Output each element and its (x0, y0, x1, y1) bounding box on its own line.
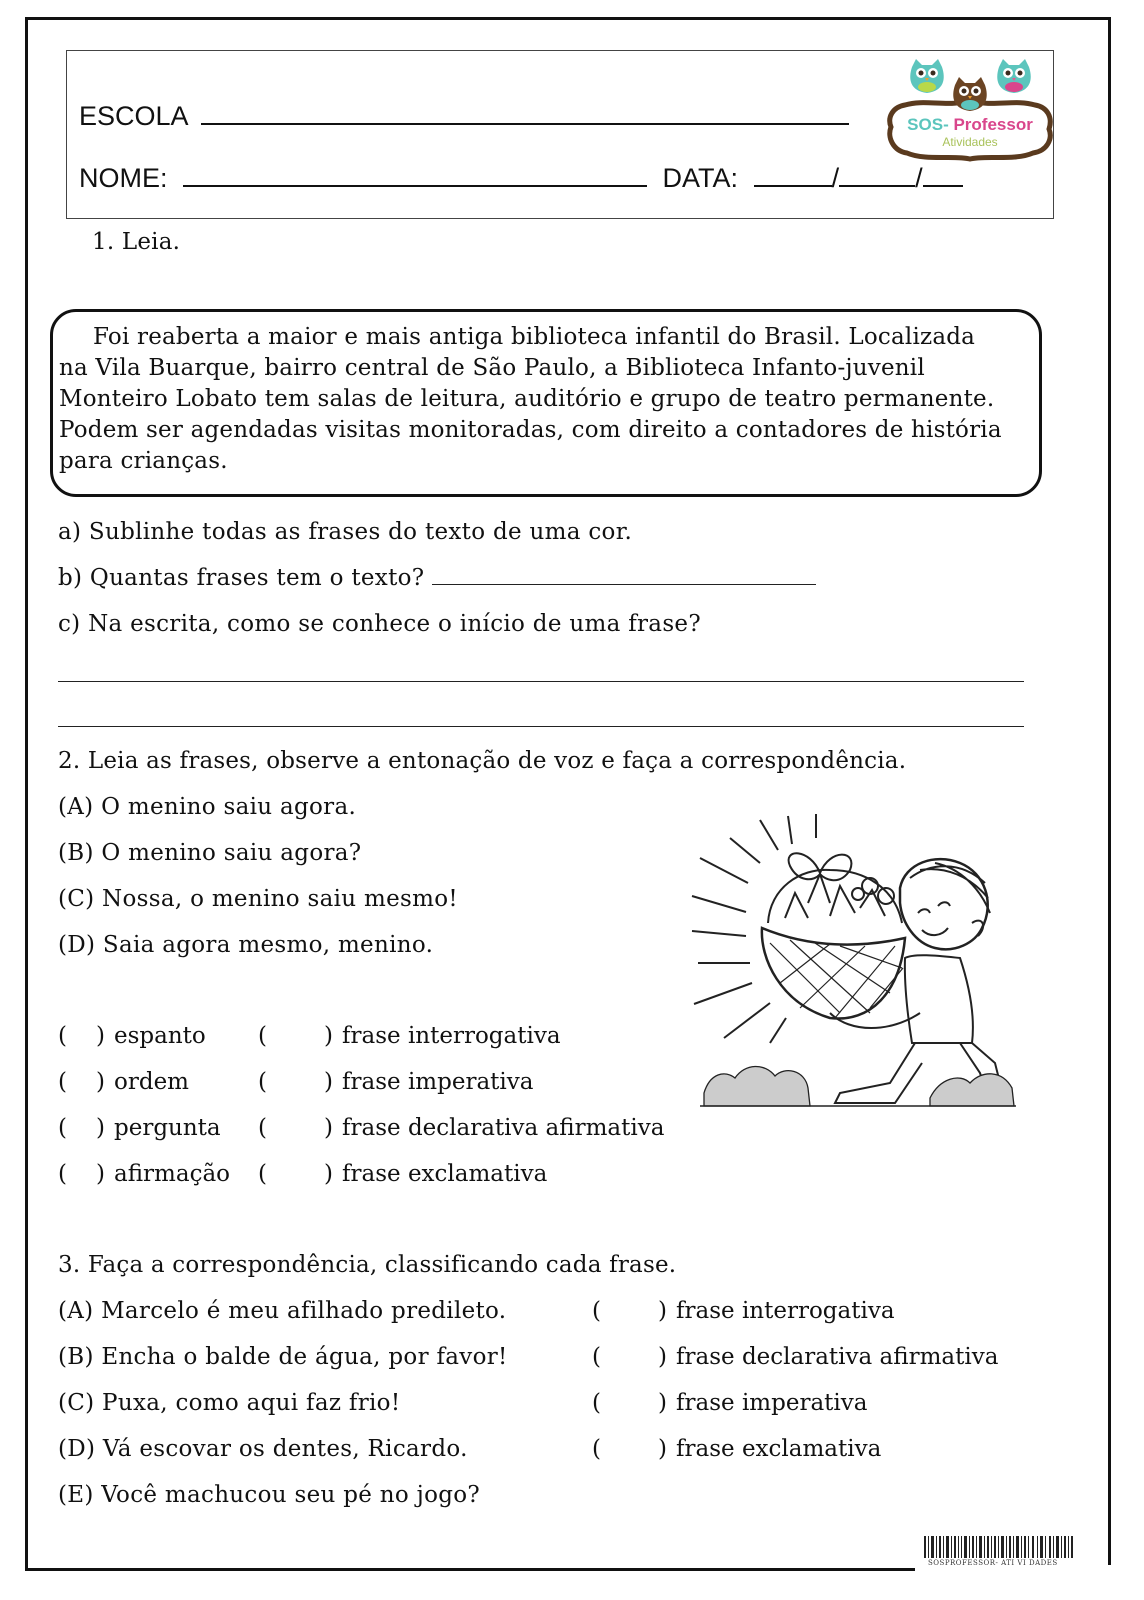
logo-title: SOS- Professor (907, 115, 1033, 134)
left-option: afirmação (114, 1161, 231, 1187)
reading-text-box (50, 309, 1042, 497)
close-paren: ) (96, 1069, 105, 1095)
sos-professor-logo (885, 55, 1055, 163)
close-paren: ) (324, 1161, 333, 1187)
open-paren[interactable]: ( (258, 1161, 267, 1187)
q3-sentence-d: (D) Vá escovar os dentes, Ricardo. (58, 1436, 468, 1462)
boy-basket-drawing-icon (690, 808, 1016, 1108)
open-paren[interactable]: ( (58, 1023, 67, 1049)
q2-sentence-a: (A) O menino saiu agora. (58, 794, 357, 820)
right-option: frase declarativa afirmativa (342, 1115, 665, 1141)
data-label: DATA: (662, 163, 739, 193)
reading-line: Foi reaberta a maior e mais antiga biblioteca infantil do Brasil. Localizada (93, 324, 976, 350)
q1-c-answer-line-1[interactable] (58, 680, 1024, 682)
right-option: frase exclamativa (342, 1161, 548, 1187)
q3-option: frase exclamativa (676, 1436, 882, 1462)
q3-sentence-b: (B) Encha o balde de água, por favor! (58, 1344, 508, 1370)
q2-match-row (58, 1161, 698, 1191)
reading-line: para crianças. (59, 448, 228, 474)
close-paren: ) (658, 1344, 667, 1370)
q3-option: frase imperativa (676, 1390, 868, 1416)
q2-match-row (58, 1023, 698, 1053)
q2-match-row (58, 1069, 698, 1099)
q1-item-b (58, 565, 816, 591)
logo-subtitle: Atividades (942, 135, 998, 149)
q1-item-c: c) Na escrita, como se conhece o início de uma frase? (58, 611, 701, 637)
q3-sentence-c: (C) Puxa, como aqui faz frio! (58, 1390, 401, 1416)
close-paren: ) (658, 1298, 667, 1324)
q2-sentence-b: (B) O menino saiu agora? (58, 840, 362, 866)
date-separator: / (831, 163, 840, 193)
open-paren[interactable]: ( (258, 1069, 267, 1095)
close-paren: ) (96, 1161, 105, 1187)
q3-option: frase interrogativa (676, 1298, 895, 1324)
date-year-field[interactable] (923, 165, 963, 187)
right-option: frase imperativa (342, 1069, 534, 1095)
nome-field[interactable] (183, 165, 647, 187)
close-paren: ) (658, 1390, 667, 1416)
date-month-field[interactable] (839, 165, 915, 187)
close-paren: ) (658, 1436, 667, 1462)
open-paren[interactable]: ( (58, 1069, 67, 1095)
q3-sentence-e: (E) Você machucou seu pé no jogo? (58, 1482, 481, 1508)
left-option: pergunta (114, 1115, 221, 1141)
q3-option-row (592, 1298, 1032, 1328)
close-paren: ) (96, 1023, 105, 1049)
nome-label: NOME: (79, 163, 168, 193)
q3-option-row (592, 1436, 1032, 1466)
q3-sentence-a: (A) Marcelo é meu afilhado predileto. (58, 1298, 507, 1324)
close-paren: ) (96, 1115, 105, 1141)
q1-heading: 1. Leia. (92, 229, 181, 255)
open-paren[interactable]: ( (58, 1161, 67, 1187)
date-separator: / (915, 163, 923, 193)
q1-c-answer-line-2[interactable] (58, 725, 1024, 727)
reading-line: na Vila Buarque, bairro central de São Paulo, a Biblioteca Infanto-juvenil (59, 355, 925, 381)
escola-field[interactable] (201, 103, 849, 125)
q3-option: frase declarativa afirmativa (676, 1344, 999, 1370)
q1-item-a: a) Sublinhe todas as frases do texto de uma cor. (58, 519, 633, 545)
right-option: frase interrogativa (342, 1023, 561, 1049)
q1-b-answer-field[interactable] (432, 567, 816, 585)
open-paren[interactable]: ( (592, 1390, 601, 1416)
boy-with-basket-illustration (690, 808, 1016, 1108)
reading-line: Monteiro Lobato tem salas de leitura, auditório e grupo de teatro permanente. (59, 386, 995, 412)
open-paren[interactable]: ( (592, 1436, 601, 1462)
reading-line: Podem ser agendadas visitas monitoradas, com direito a contadores de história (59, 417, 1002, 443)
q2-heading: 2. Leia as frases, observe a entonação de voz e faça a correspondência. (58, 748, 907, 774)
date-day-field[interactable] (754, 165, 832, 187)
open-paren[interactable]: ( (58, 1115, 67, 1141)
left-option: ordem (114, 1069, 189, 1095)
close-paren: ) (324, 1023, 333, 1049)
escola-row (79, 101, 849, 132)
q3-option-row (592, 1344, 1032, 1374)
barcode-icon (924, 1536, 1074, 1558)
open-paren[interactable]: ( (592, 1344, 601, 1370)
q1-item-b-text: b) Quantas frases tem o texto? (58, 565, 425, 591)
barcode-label: SOSPROFESSOR- ATI VI DADES (928, 1559, 1058, 1567)
close-paren: ) (324, 1069, 333, 1095)
q2-match-row (58, 1115, 698, 1145)
nome-row (79, 163, 963, 194)
reading-text (59, 322, 1034, 477)
q3-heading: 3. Faça a correspondência, classificando cada frase. (58, 1252, 677, 1278)
q3-option-row (592, 1390, 1032, 1420)
left-option: espanto (114, 1023, 206, 1049)
header-box (66, 50, 1054, 219)
open-paren[interactable]: ( (592, 1298, 601, 1324)
q2-sentence-d: (D) Saia agora mesmo, menino. (58, 932, 434, 958)
escola-label: ESCOLA (79, 101, 188, 131)
open-paren[interactable]: ( (258, 1023, 267, 1049)
close-paren: ) (324, 1115, 333, 1141)
open-paren[interactable]: ( (258, 1115, 267, 1141)
q2-sentence-c: (C) Nossa, o menino saiu mesmo! (58, 886, 458, 912)
